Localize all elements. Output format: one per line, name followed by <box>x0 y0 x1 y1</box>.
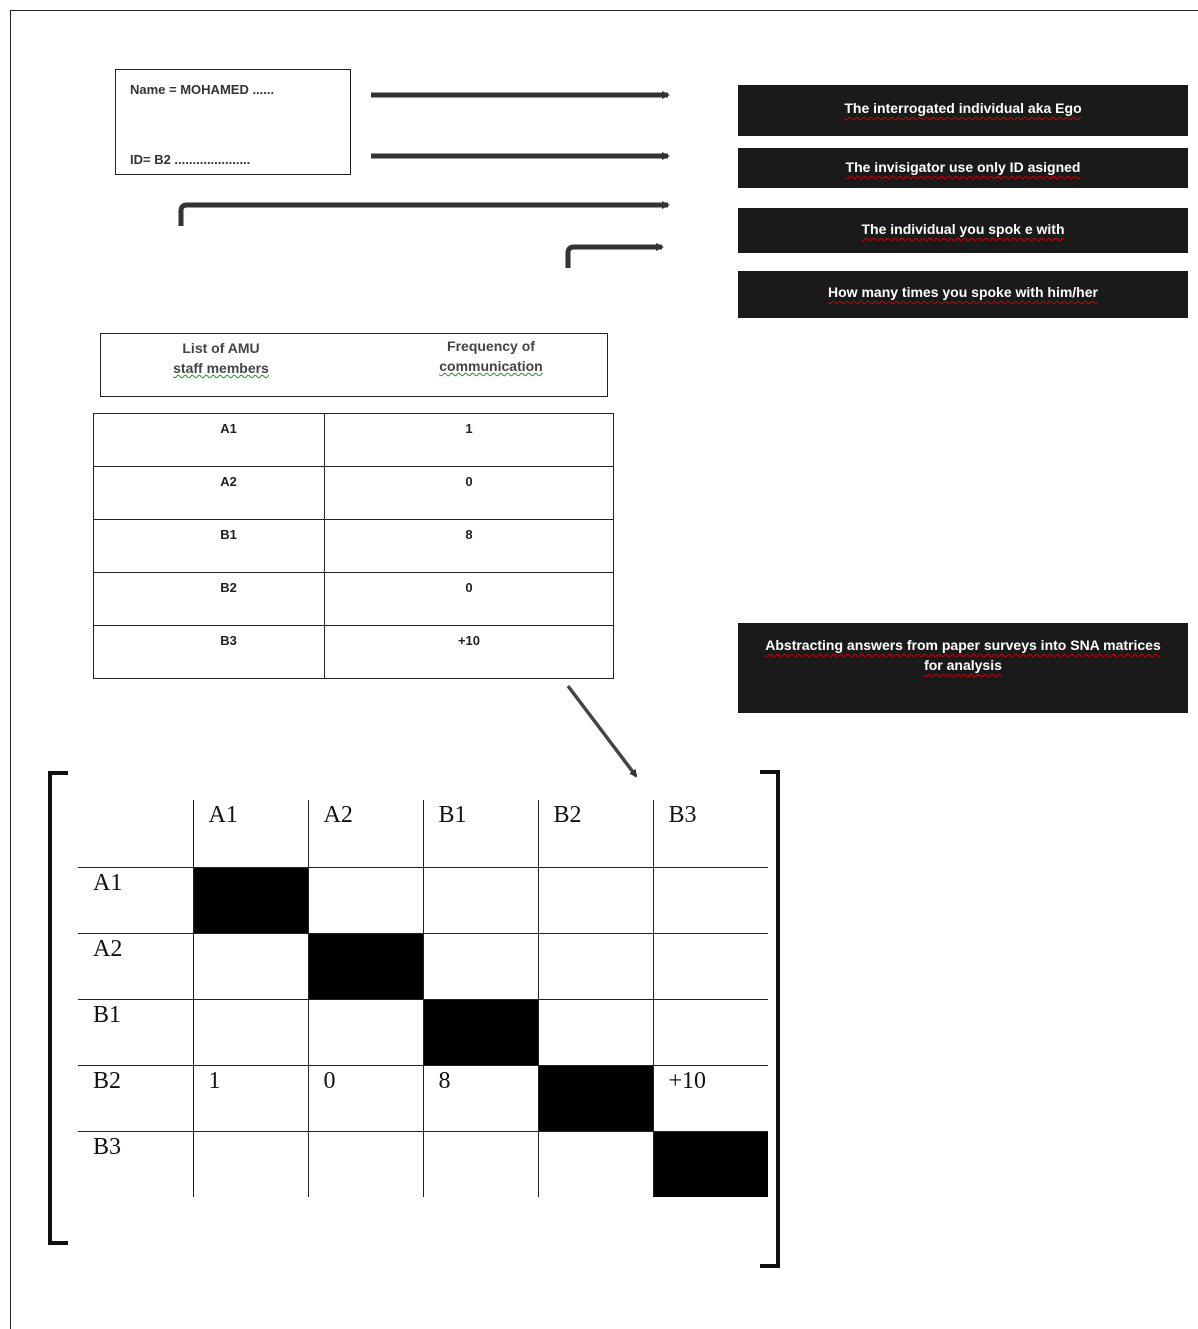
respondent-name: Name = MOHAMED ...... <box>130 82 275 97</box>
matrix-diagonal-cell <box>423 999 538 1065</box>
matrix-cell-value: +10 <box>668 1067 707 1094</box>
matrix-cell-value <box>539 1132 653 1134</box>
matrix-header-row <box>78 800 768 867</box>
matrix-cell-value <box>194 1132 308 1134</box>
respondent-id: ID= B2 ..................... <box>130 152 251 167</box>
matrix-cell <box>538 999 653 1065</box>
callout-abstracting-text: Abstracting answers from paper surveys into SNA matrices for analysis <box>765 637 1161 673</box>
callout-ego-text: The interrogated individual aka Ego <box>844 100 1082 116</box>
matrix-cell-value <box>309 868 423 870</box>
matrix-cell <box>653 1065 768 1131</box>
matrix-cell-value: 1 <box>208 1067 221 1094</box>
matrix-cell <box>653 933 768 999</box>
matrix-cell <box>423 933 538 999</box>
matrix-cell <box>193 1065 308 1131</box>
matrix-row-header-text: B1 <box>93 1001 122 1028</box>
matrix-col-header <box>538 800 653 867</box>
matrix-col-header-text: B1 <box>438 802 467 828</box>
matrix-cell-value <box>194 934 308 936</box>
survey-table <box>93 413 614 679</box>
matrix-col-header-text: B2 <box>553 802 582 828</box>
survey-member: B3 <box>94 626 325 679</box>
matrix-row-header <box>78 933 193 999</box>
survey-member: B2 <box>94 573 325 626</box>
adjacency-matrix <box>78 800 768 1197</box>
survey-col1-header-line1: List of AMU <box>182 340 260 356</box>
matrix-row-header <box>78 1131 193 1197</box>
survey-member: A1 <box>94 414 325 467</box>
matrix-cell <box>193 1131 308 1197</box>
matrix-cell <box>538 1131 653 1197</box>
matrix-row <box>78 999 768 1065</box>
matrix-row-header-text: A1 <box>93 869 123 896</box>
matrix-col-header-text: A1 <box>208 802 238 828</box>
matrix-row-header <box>78 999 193 1065</box>
survey-col2-header-line1: Frequency of <box>447 338 535 354</box>
matrix-cell-value <box>309 1000 423 1002</box>
callout-ego <box>738 85 1188 136</box>
matrix-row <box>78 933 768 999</box>
matrix-cell-value <box>654 1000 769 1002</box>
survey-col1-header-line2: staff members <box>173 360 269 376</box>
callout-abstracting <box>738 623 1188 713</box>
matrix-col-header <box>653 800 768 867</box>
matrix-col-header-text: B3 <box>668 802 697 828</box>
survey-frequency: 8 <box>325 520 614 573</box>
matrix-cell <box>653 867 768 933</box>
survey-frequency: 0 <box>325 573 614 626</box>
survey-row <box>94 414 614 467</box>
matrix-cell <box>538 933 653 999</box>
matrix-cell-value <box>309 1132 423 1134</box>
survey-col1-header <box>101 338 341 378</box>
matrix-diagonal-cell <box>653 1131 768 1197</box>
matrix-row-header <box>78 1065 193 1131</box>
matrix-diagonal-cell <box>193 867 308 933</box>
survey-row <box>94 467 614 520</box>
survey-row <box>94 573 614 626</box>
matrix-cell-value: 8 <box>438 1067 451 1094</box>
survey-row <box>94 626 614 679</box>
matrix-cell <box>423 1131 538 1197</box>
matrix-row-header-text: B3 <box>93 1133 122 1160</box>
matrix-cell-value <box>194 1000 308 1002</box>
matrix-cell <box>308 999 423 1065</box>
callout-alter <box>738 208 1188 253</box>
matrix-row-header-text: B2 <box>93 1067 122 1094</box>
matrix-diagonal-cell <box>308 933 423 999</box>
matrix-diagonal-cell <box>538 1065 653 1131</box>
survey-member: B1 <box>94 520 325 573</box>
matrix-corner <box>78 800 193 867</box>
survey-frequency: 0 <box>325 467 614 520</box>
matrix-cell <box>193 933 308 999</box>
matrix-cell-value <box>539 934 653 936</box>
matrix-cell <box>193 999 308 1065</box>
matrix-cell <box>653 999 768 1065</box>
matrix-row <box>78 1065 768 1131</box>
matrix-cell-value <box>539 868 653 870</box>
matrix-col-header <box>308 800 423 867</box>
matrix-col-header-text: A2 <box>323 802 353 828</box>
matrix-row <box>78 867 768 933</box>
matrix-cell <box>423 867 538 933</box>
survey-header <box>100 333 608 397</box>
matrix-cell-value <box>424 868 538 870</box>
callout-frequency-text: How many times you spoke with him/her <box>828 284 1098 300</box>
matrix-cell-value <box>654 868 769 870</box>
matrix-cell <box>538 867 653 933</box>
survey-row <box>94 520 614 573</box>
survey-frequency: 1 <box>325 414 614 467</box>
survey-frequency: +10 <box>325 626 614 679</box>
matrix-col-header <box>423 800 538 867</box>
matrix-cell <box>308 1065 423 1131</box>
matrix-row-header-text: A2 <box>93 935 123 962</box>
matrix-cell-value: 0 <box>323 1067 336 1094</box>
matrix-cell-value <box>539 1000 653 1002</box>
survey-col2-header <box>391 336 591 376</box>
callout-alter-text: The individual you spok e with <box>861 221 1065 237</box>
matrix-row-header <box>78 867 193 933</box>
matrix-cell <box>308 867 423 933</box>
callout-frequency <box>738 271 1188 318</box>
matrix-row <box>78 1131 768 1197</box>
survey-member: A2 <box>94 467 325 520</box>
matrix-col-header <box>193 800 308 867</box>
matrix-cell-value <box>654 934 769 936</box>
respondent-id-card <box>115 69 351 175</box>
matrix-cell <box>423 1065 538 1131</box>
callout-id-only <box>738 148 1188 188</box>
matrix-cell <box>308 1131 423 1197</box>
matrix-cell-value <box>424 1132 538 1134</box>
callout-id-only-text: The invisigator use only ID asigned <box>845 159 1081 175</box>
survey-col2-header-line2: communication <box>439 358 543 374</box>
matrix-cell-value <box>424 934 538 936</box>
